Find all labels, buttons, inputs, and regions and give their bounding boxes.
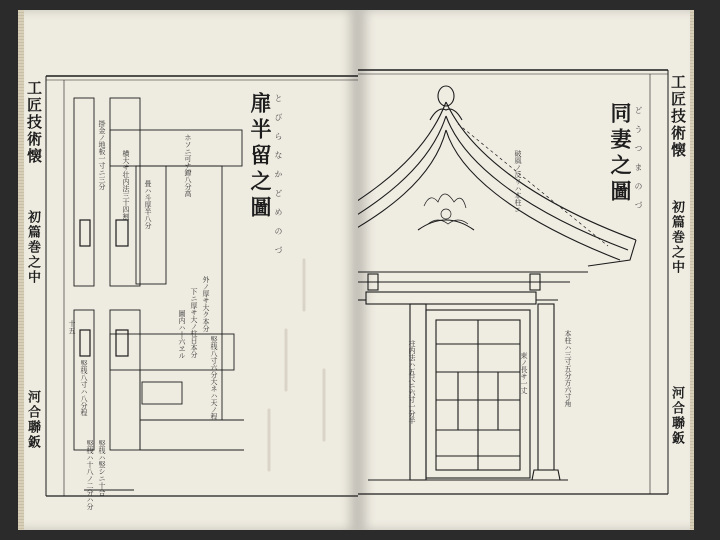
margin-publisher-right: 河合聯鈑 — [669, 386, 684, 446]
margin-publisher-left: 河合聯鈑 — [25, 390, 40, 450]
label-footer-c: 十五 — [68, 320, 76, 334]
label-strip-lower: 竪桟八寸六分大ネハ天ノ程 — [210, 336, 218, 420]
label-lower-left: 竪桟八寸ハ八分程 — [80, 360, 88, 416]
label-jamb-center-b: 畳ハ斗厚半八分 — [144, 180, 152, 229]
label-jamb-left: 掛金ノ地板一寸ニ三分 — [98, 120, 106, 190]
margin-volume-right: 初篇巻之中 — [669, 200, 684, 275]
label-footer-a: 竪桟ハ十八ノ二分ハ分 — [86, 440, 94, 510]
title-ruby-left: とびらなかどめのづ — [274, 94, 283, 265]
page-title-right: 同妻之圖 — [608, 102, 633, 206]
left-page — [24, 10, 358, 530]
label-block-b: 外ノ厚サ大ク本分 — [202, 276, 210, 332]
label-block-c: 圖内ハ十六ヱル — [178, 310, 186, 359]
margin-title-left: 工匠技術懐 — [25, 80, 43, 165]
label-inner-note: 柱内法ハ五尺ニ六寸一分半 — [408, 340, 416, 424]
left-page-diagram — [24, 10, 358, 530]
right-page — [358, 10, 690, 530]
label-footer-b: 竪桟ハ竪シニ十合 — [98, 440, 106, 496]
page-title-left: 扉半留之圖 — [248, 92, 273, 222]
title-ruby-right: どうつまのづ — [634, 106, 643, 220]
label-jamb-center-a: 横大サ壮内法三十四割 — [122, 150, 130, 220]
label-roof-note: 破風ノ反リハ本柱ニ — [514, 150, 522, 213]
label-pillar-note: 本柱ハ三寸五分方六寸角 — [564, 330, 572, 407]
label-notes-top: ホソニ可ナ鐐八分高 — [184, 134, 192, 197]
right-page-diagram — [358, 10, 690, 530]
margin-title-right: 工匠技術懐 — [669, 74, 687, 159]
margin-volume-left: 初篇巻之中 — [25, 210, 40, 285]
label-block-a: 下ニ厚サ大ノ柱日本分 — [190, 288, 198, 358]
label-post-note: 束ノ長サ一丈 — [520, 352, 528, 394]
